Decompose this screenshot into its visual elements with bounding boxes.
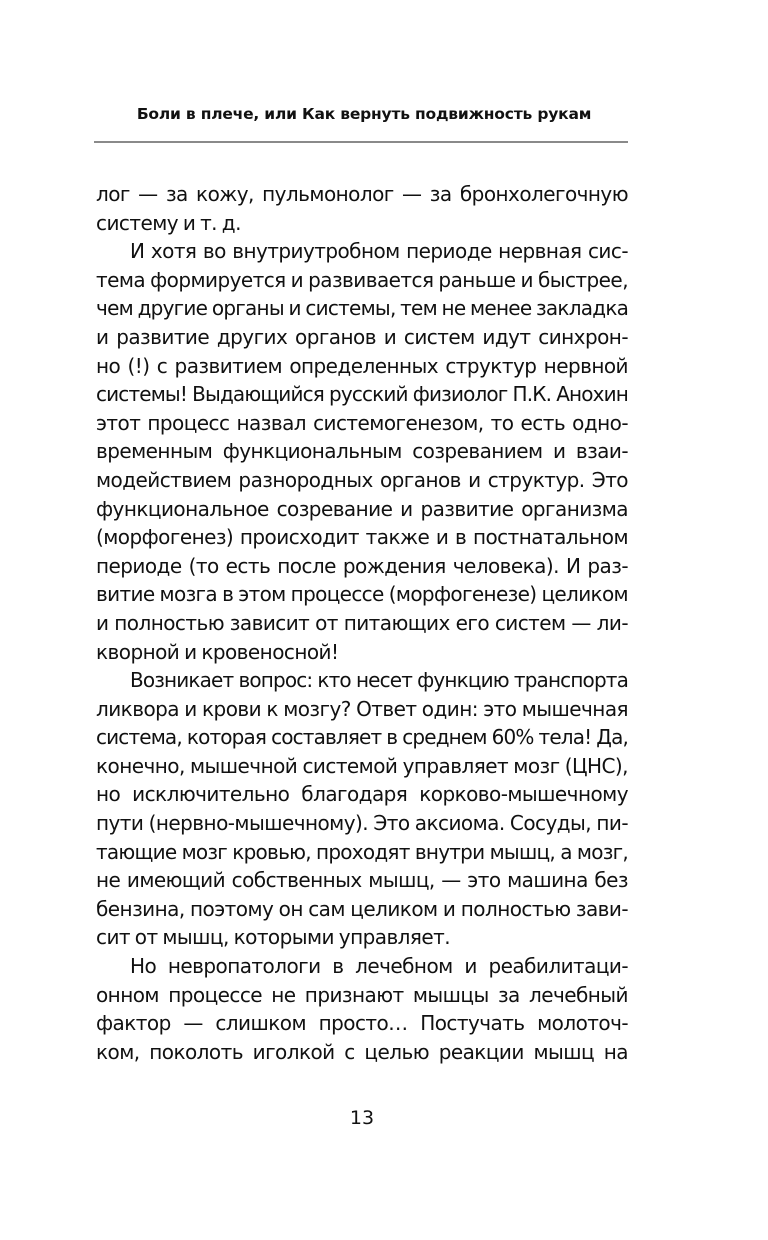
text-line: сит от мышц, которыми управляет.: [96, 925, 451, 950]
text-line: тема формируется и развивается раньше и быстрее,: [96, 267, 628, 292]
text-line: Возникает вопрос: кто несет функцию транспорта: [130, 668, 628, 693]
running-head: Боли в плече, или Как вернуть подвижность рукам: [136, 105, 592, 123]
text-line: но (!) с развитием определенных структур нервной: [96, 353, 628, 378]
text-line: конечно, мышечной системой управляет мозг (ЦНС),: [96, 753, 628, 778]
page-number: 13: [349, 1107, 375, 1129]
paragraph-1: [96, 180, 628, 237]
text-line: система, которая составляет в среднем 60% тела! Да,: [96, 725, 628, 750]
header-rule: [94, 141, 628, 143]
text-line: системы! Выдающийся русский физиолог П.К. Анохин: [96, 382, 628, 407]
paragraph-3: [96, 666, 628, 952]
text-line: модействием разнородных органов и структур. Это: [96, 467, 628, 492]
text-line: функциональное созревание и развитие организма: [96, 496, 628, 521]
text-line: ликвора и крови к мозгу? Ответ один: это мышечная: [96, 696, 628, 721]
text-line: периоде (то есть после рождения человека). И раз-: [96, 553, 628, 578]
text-line: пути (нервно-мышечному). Это аксиома. Сосуды, пи-: [96, 811, 628, 836]
text-line: и развитие других органов и систем идут синхрон-: [96, 324, 628, 349]
text-line: чем другие органы и системы, тем не менее закладка: [96, 296, 629, 321]
text-line: кворной и кровеносной!: [96, 639, 339, 664]
text-line: бензина, поэтому он сам целиком и полностью зави-: [96, 896, 628, 921]
text-line: этот процесс назвал системогенезом, то есть одно-: [96, 410, 628, 435]
text-line: витие мозга в этом процессе (морфогенезе) целиком: [96, 582, 628, 607]
text-line: фактор — слишком просто… Постучать молоточ-: [96, 1011, 628, 1036]
text-body: [96, 180, 628, 1066]
text-line: систему и т. д.: [96, 210, 241, 235]
text-line: но исключительно благодаря корково-мышечному: [96, 782, 628, 807]
text-line: И хотя во внутриутробном периоде нервная сис-: [130, 239, 628, 264]
text-line: ком, поколоть иголкой с целью реакции мышц на: [96, 1039, 628, 1064]
text-line: онном процессе не признают мышцы за лечебный: [96, 982, 628, 1007]
text-line: и полностью зависит от питающих его систем — ли-: [96, 610, 628, 635]
text-line: лог — за кожу, пульмонолог — за бронхолегочную: [96, 182, 628, 206]
text-line: (морфогенез) происходит также и в постнатальном: [96, 525, 628, 550]
text-line: не имеющий собственных мышц, — это машина без: [96, 868, 628, 893]
text-line: Но невропатологи в лечебном и реабилитаци-: [130, 954, 628, 979]
text-line: тающие мозг кровью, проходят внутри мышц, а мозг,: [96, 839, 628, 864]
paragraph-2: [96, 237, 628, 666]
text-line: временным функциональным созреванием и взаи-: [96, 439, 628, 464]
paragraph-4: [96, 952, 628, 1066]
